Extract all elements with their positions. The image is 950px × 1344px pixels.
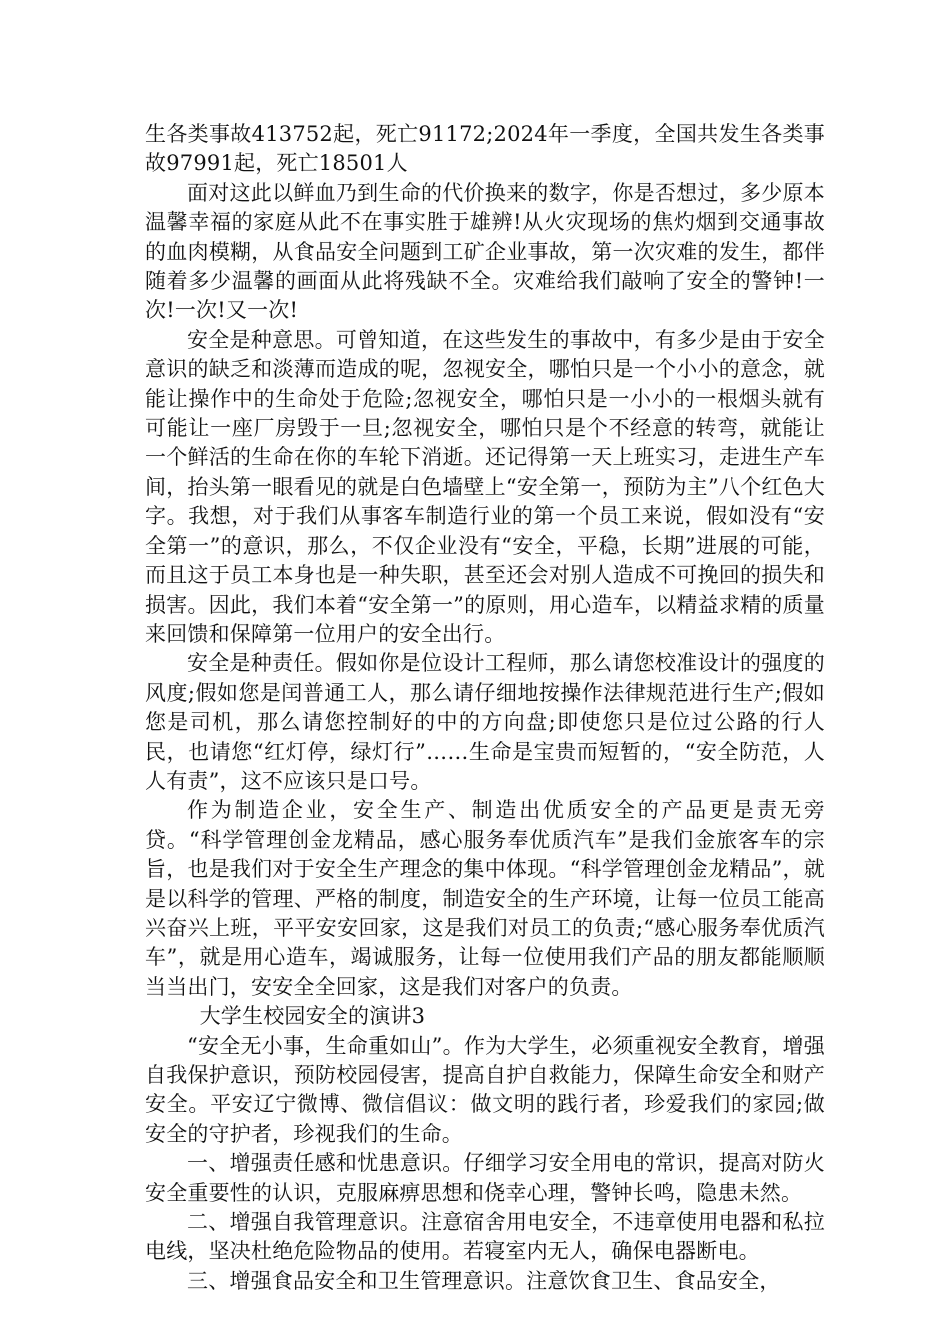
paragraph-safety-awareness: 安全是种意思。可曾知道，在这些发生的事故中，有多少是由于安全意识的缺乏和淡薄而造成的呢，忽视安全，哪怕只是一个小小的意念，就能让操作中的生命处于危险;忽视安全，哪怕只是一小小的一根烟头就有可能让一座厂房毁于一旦;忽视安全，哪怕只是个不经意的转弯，就能让一个鲜活的生命在你的车轮下消逝。还记得第一天上班实习，走进生产车间，抬头第一眼看见的就是白色墙壁上“安全第一，预防为主”八个红色大字。我想，对于我们从事客车制造行业的第一个员工来说，假如没有“安全第一”的意识，那么，不仅企业没有“安全，平稳，长期”进展的可能，而且这于员工本身也是一种失职，甚至还会对别人造成不可挽回的损失和损害。因此，我们本着“安全第一”的原则，用心造车，以精益求精的质量来回馈和保障第一位用户的安全出行。 xyxy=(145,327,825,646)
paragraph-point-one: 一、增强责任感和忧患意识。仔细学习安全用电的常识，提高对防火安全重要性的认识，克服麻痹思想和侥幸心理，警钟长鸣，隐患未然。 xyxy=(145,1151,825,1205)
paragraph-point-two: 二、增强自我管理意识。注意宿舍用电安全，不违章使用电器和私拉电线，坚决杜绝危险物品的使用。若寝室内无人，确保电器断电。 xyxy=(145,1210,825,1264)
paragraph-safety-responsibility: 安全是种责任。假如你是位设计工程师，那么请您校准设计的强度的风度;假如您是闰普通工人，那么请仔细地按操作法律规范进行生产;假如您是司机，那么请您控制好的中的方向盘;即使您只是位过公路的行人民，也请您“红灯停，绿灯行”……生命是宝贵而短暂的，“安全防范，人人有责”，这不应该只是口号。 xyxy=(145,651,825,793)
paragraph-point-three: 三、增强食品安全和卫生管理意识。注意饮食卫生、食品安全， xyxy=(187,1268,781,1293)
paragraph-accident-stats: 生各类事故413752起，死亡91172;2024年一季度，全国共发生各类事故97991起，死亡18501人 xyxy=(145,122,825,176)
section-heading: 大学生校园安全的演讲3 xyxy=(199,1004,426,1029)
paragraph-manufacturing-enterprise: 作为制造企业，安全生产、制造出优质安全的产品更是责无旁贷。“科学管理创金龙精品，感心服务奉优质汽车”是我们金旅客车的宗旨，也是我们对于安全生产理念的集中体现。“科学管理创金龙精品”，就是以科学的管理、严格的制度，制造安全的生产环境，让每一位员工能高兴奋兴上班，平平安安回家，这是我们对员工的负责;“感心服务奉优质汽车”，就是用心造车，竭诚服务，让每一位使用我们产品的朋友都能顺顺当当出门，安安全全回家，这是我们对客户的负责。 xyxy=(145,798,825,999)
paragraph-blood-price: 面对这此以鲜血乃到生命的代价换来的数字，你是否想过，多少原本温馨幸福的家庭从此不在事实胜于雄辨!从火灾现场的焦灼烟到交通事故的血肉模糊，从食品安全问题到工矿企业事故，第一次灾难的发生，都伴随着多少温馨的画面从此将残缺不全。灾难给我们敲响了安全的警钟!一次!一次!又一次! xyxy=(145,180,825,323)
document-body xyxy=(145,120,825,1296)
paragraph-campus-safety-intro: “安全无小事，生命重如山”。作为大学生，必须重视安全教育，增强自我保护意识，预防校园侵害，提高自护自救能力，保障生命安全和财产安全。平安辽宁微博、微信倡议：做文明的践行者，珍爱我们的家园;做安全的守护者，珍视我们的生命。 xyxy=(145,1033,825,1146)
